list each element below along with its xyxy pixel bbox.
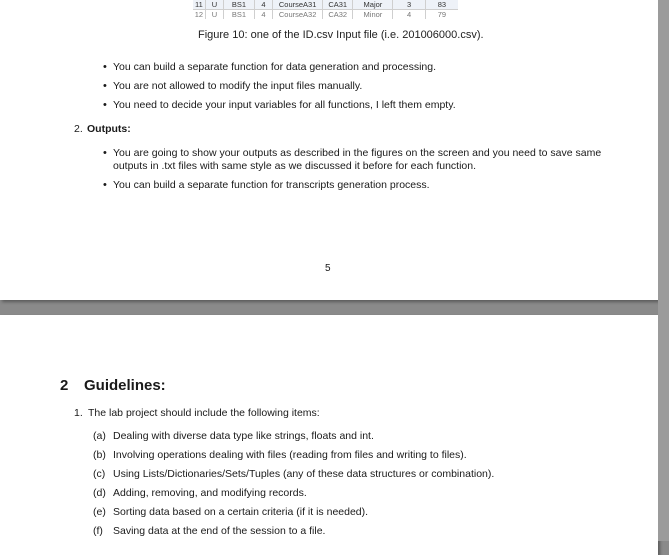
item-letter: (b) — [93, 449, 106, 461]
item-letter: (e) — [93, 506, 106, 518]
table-cell: 4 — [255, 0, 274, 9]
outputs-number: 2. — [74, 123, 83, 135]
table-cell: Major — [353, 0, 393, 9]
document-page-6 — [0, 315, 658, 555]
list-item: • You are not allowed to modify the input files manually. — [103, 80, 623, 93]
item-text: The lab project should include the following items: — [88, 407, 320, 419]
section-number: 2 — [60, 377, 69, 394]
table-row — [193, 0, 458, 10]
list-item — [93, 525, 494, 544]
table-cell: BS1 — [224, 0, 254, 9]
item-letter: (c) — [93, 468, 106, 480]
list-item: • You can build a separate function for data generation and processing. — [103, 61, 623, 74]
guidelines-sublist — [93, 430, 494, 544]
outputs-heading — [74, 123, 131, 135]
figure-caption: Figure 10: one of the ID.csv Input file (i.e. 201006000.csv). — [198, 29, 484, 41]
outputs-bullet-list — [103, 147, 613, 198]
table-fragment — [193, 0, 458, 19]
numbered-item — [74, 407, 320, 419]
table-cell: 83 — [437, 0, 447, 9]
item-letter: (f) — [93, 525, 103, 537]
item-number: 1. — [74, 407, 83, 419]
table-cell: 79 — [437, 10, 447, 19]
list-item — [93, 449, 494, 468]
table-cell: 11 — [193, 0, 206, 9]
list-item — [93, 430, 494, 449]
table-cell: BS1 — [224, 10, 254, 19]
list-item — [93, 468, 494, 487]
page-number: 5 — [325, 263, 331, 274]
item-text: Adding, removing, and modifying records. — [113, 487, 307, 499]
table-cell: CourseA31 — [273, 0, 323, 9]
item-letter: (a) — [93, 430, 106, 442]
table-cell: U — [206, 10, 225, 19]
table-cell: CA31 — [323, 0, 353, 9]
list-item: • You need to decide your input variables for all functions, I left them empty. — [103, 99, 623, 112]
table-cell: 3 — [393, 0, 425, 9]
item-text: Saving data at the end of the session to a file. — [113, 525, 326, 537]
table-cell: 4 — [393, 10, 425, 19]
table-cell: Minor — [353, 10, 393, 19]
table-cell: U — [206, 0, 225, 9]
section-title: Guidelines: — [84, 377, 166, 394]
section-heading — [60, 377, 166, 394]
table-cell: 4 — [255, 10, 274, 19]
list-item: • You can build a separate function for transcripts generation process. — [103, 179, 613, 192]
table-cell: CourseA32 — [273, 10, 323, 19]
table-row — [193, 10, 458, 19]
item-text: Using Lists/Dictionaries/Sets/Tuples (any of these data structures or combination). — [113, 468, 495, 480]
item-text: Involving operations dealing with files (reading from files and writing to files). — [113, 449, 467, 461]
table-cell: 12 — [193, 10, 206, 19]
viewer-scrollbar[interactable] — [658, 0, 669, 541]
outputs-label: Outputs: — [87, 123, 131, 135]
item-letter: (d) — [93, 487, 106, 499]
table-cell: CA32 — [323, 10, 353, 19]
list-item: • You are going to show your outputs as described in the figures on the screen and you need to save same outputs in .txt files with same style as we discussed it before for each function. — [103, 147, 613, 173]
item-text: Sorting data based on a certain criteria (if it is needed). — [113, 506, 369, 518]
item-text: Dealing with diverse data type like strings, floats and int. — [113, 430, 374, 442]
input-bullet-list — [103, 61, 623, 118]
list-item — [93, 487, 494, 506]
list-item — [93, 506, 494, 525]
